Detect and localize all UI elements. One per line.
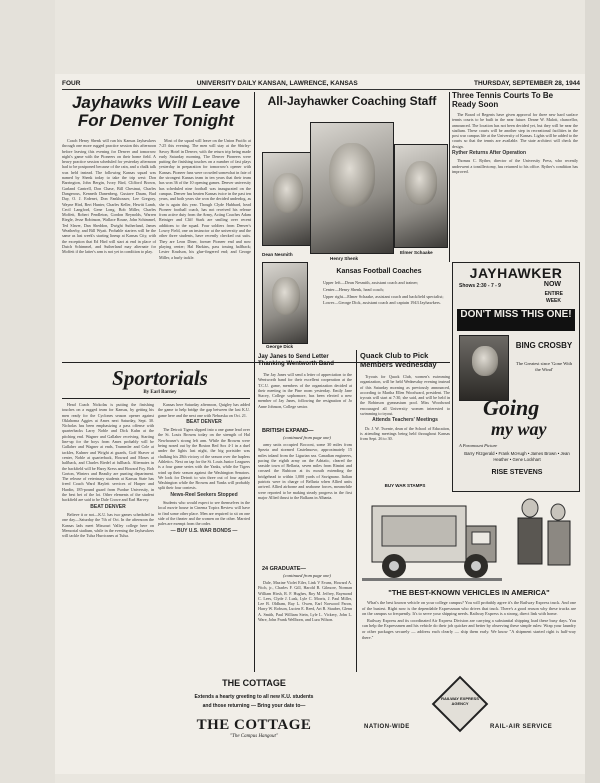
coaches-title: Kansas Football Coaches xyxy=(336,268,422,275)
sportorials-text-4: Students who would expect to see themselves in the local movie house in Cinema Topics Review will have to find some other place. Men are required to sit on one side of the theater and the women on the other. Married pales are exempt from the order. xyxy=(158,500,250,527)
movie-title-my-way: my way xyxy=(491,419,547,439)
masthead xyxy=(62,80,580,90)
british-body xyxy=(258,442,352,558)
railway-express-ad xyxy=(358,492,580,764)
caption-nesmith: Dean Nesmith xyxy=(262,252,293,257)
cast-list: Barry Fitzgerald • Frank McHugh • James Brown • Jean Heather • Gene Lockhart xyxy=(464,451,570,462)
caption-shenk: Henry Shenk xyxy=(330,256,359,261)
coach-photo-schaake xyxy=(394,144,448,248)
cottage-title: THE COTTAGE xyxy=(222,678,286,688)
quack-body xyxy=(360,374,450,482)
graduate-sub: (continued from page one) xyxy=(283,573,331,578)
dont-miss-banner: DON'T MISS THIS ONE! xyxy=(457,309,575,331)
railway-logo-text: RAILWAY EXPRESS AGENCY xyxy=(441,696,479,706)
coaching-headline: All-Jayhawker Coaching Staff xyxy=(267,94,437,108)
war-stamps-footer: BUY WAR STAMPS xyxy=(384,483,426,488)
now-label: NOW xyxy=(543,281,561,288)
teachers-text: Dr. J. W. Twente, dean of the School of Education, is attending meetings being held throughout Kansas from Sept. 26 to 30. xyxy=(360,425,450,442)
bing-crosby-photo xyxy=(459,335,509,401)
sportorials-headline: Sportorials xyxy=(112,366,208,390)
teachers-subhead: Attends Teachers' Meetings xyxy=(372,417,438,424)
graduate-body xyxy=(258,580,352,672)
british-sub: (continued from page one) xyxy=(283,435,331,440)
paper-name: UNIVERSITY DAILY KANSAN, LAWRENCE, KANSAS xyxy=(196,80,358,87)
cast-rise-stevens: RISE STEVENS xyxy=(491,469,543,476)
jayhawks-body-text: Coach Henry Shenk will run his Kansas Jayhawkers through one more rugged practice session this afternoon before leaving this evening for Denver and tomorrow night's game with the Pioneers on their home field. A heavy practice session scheduled for yesterday afternoon had to be postponed because of the rain, and a chalk talk was held instead. The following Kansas squad was named by Shenk today to take the trip west: Don Barrington, John Bergin, Ivory Bird, Clifford Brown, Garland Cantrell, Don Chase, Bill Chestnut, Charles Dangerous, Kenneth Danenberg, Gustave Daum, Bud Day, O. J. Erdenet, Don Fankhouser, Lee Gregory, Wayne Hird, Bert Hunter, Charles Keller, Hewitt Lamb, Cecil Langford, Gene Long, Bob Miller, Charles Moffett, Robert Pendleton, Gordon Reynolds, Warren Riegle, Jesse Robinson, Wallace Rouse, John Schimmel, Ted Slaver, Dan Sheddon, Dwight Sutherland, James Weatherby, and Bill Wyatt. Probable starters will be the same as last week's starting lineup at Kansas City, with the exception that Ed Hird will start at end in place of Dutch Schimmel, and Sutherland may alternate for Moffett if the latter's arm is not yet in condition to play. xyxy=(62,138,156,255)
graduate-headline: 24 GRADUATE— xyxy=(262,566,306,572)
sportorials-text-5: Believe it or not—K.U. has two games scheduled in one day—Saturday the 7th of Oct. In the afternoon the Kansas lads meet Missouri Valley college here on Memorial stadium, while in the evening the Jayhawkers will tackle the Tulsa Hurricanes at Tulsa. xyxy=(62,511,154,539)
railway-body xyxy=(362,600,576,672)
cottage-line2: and those returning — Bring your date to— xyxy=(202,703,306,709)
coach-photo-nesmith xyxy=(262,152,312,246)
ryther-subhead: Ryther Returns After Operation xyxy=(452,150,526,157)
graduate-text: Dale, Maxine Violet Eiler, Link V Evans, Howard A. Fitch, jr., Charles F. Gill, Harold B. Gilmore, Norman William Hirsh, R. F. Hughes, Roy M. Jeffrey, Raymond C. Lees, Clyde J. Lusk, Lyle C. Morris, J. Paul Miller, Lee B. Oldham, Ray L. Owen, Earl Norwood Paron, Harry W. Robson, Lucien E. Reed, Art B. Stauber, Glenn A. Smith, Paul William Stein, Lyle L. Vickery, John L. Ware, John Frank Wellborn, and Lura Wilson. xyxy=(258,580,352,623)
sportorials-col1 xyxy=(62,402,154,772)
send-letter-body xyxy=(258,372,352,426)
jayhawks-body xyxy=(62,138,156,360)
railway-headline: "THE BEST-KNOWN VEHICLES IN AMERICA" xyxy=(388,588,550,597)
page-outer-edge xyxy=(585,0,600,783)
coach-photo-shenk xyxy=(310,122,394,254)
send-letter-text: The Jay Janes will send a letter of appreciation to the Wentworth band for their excellent cooperation at the T.C.U. game, members of the organization decided at their meeting in the Pine room yesterday. Emily Jane Stacey, College sophomore, has been elected a new member of Jay Janes, following the resignation of Jo Anne Johnson, College senior. xyxy=(258,372,352,409)
column-rule xyxy=(356,350,357,672)
quack-headline: Quack Club to Pick Members Wednesday xyxy=(360,351,437,369)
column-rule xyxy=(254,350,255,672)
cottage-slogan: "The Campus Hangout" xyxy=(229,734,279,739)
star-name: BING CROSBY xyxy=(515,341,573,350)
railway-text: What's the best known vehicle on your college campus? You will probably agree it's the Railway Express truck. And one of the busiest. Right now is the dependable Expressman who drives that truck. There's a good reason why these trucks are on the campus so frequently. It's to serve your shipping needs. Railway Express is a strong, direct link with home. xyxy=(362,600,576,617)
column-rule xyxy=(254,92,255,362)
tennis-headline: Three Tennis Courts To Be Ready Soon xyxy=(452,91,554,109)
british-headline: BRITISH EXPAND— xyxy=(262,428,314,434)
jayhawker-ad xyxy=(452,262,580,492)
beat-denver-subhead: BEAT DENVER xyxy=(90,503,126,510)
beat-denver-subhead-2: BEAT DENVER xyxy=(186,418,222,425)
send-letter-headline: Jay Janes to Send Letter Thanking Wentworth Band xyxy=(258,354,334,367)
coach-line: Center—Henry Shenk, head coach; xyxy=(323,286,384,292)
issue-date: THURSDAY, SEPTEMBER 28, 1944 xyxy=(474,80,580,87)
coach-line: Upper right—Elmer Schaake, assistant coach and backfield specialist; xyxy=(323,293,444,299)
jayhawks-headline: Jayhawks Will Leave For Denver Tonight xyxy=(71,93,241,130)
page-number: FOUR xyxy=(62,80,81,87)
quack-text: Tryouts for Quack Club, women's swimming organization, will be held Wednesday evening instead of this Saturday morning as previously announced, according to Martha Ellen Woodward, president. The tryouts will start at 7:30, she said, and will be held in the Robinson gymnasium pool. Miss Woodward encouraged all University women interested to swimming to tryout. xyxy=(360,374,450,417)
coaches-lines xyxy=(318,280,446,346)
caption-dick: George Dick xyxy=(266,344,294,349)
studio: A Paramount Picture xyxy=(459,443,498,448)
ryther-text: Thomas C. Ryther, director of the University Press, who recently underwent a tonsillectomy, has returned to his office. Ryther's condition has improved. xyxy=(452,158,578,174)
coach-photo-dick xyxy=(262,262,308,344)
railway-footer-left: NATION-WIDE xyxy=(364,724,410,730)
sportorials-text: Head Coach Nickolas is putting the finishing touches on a rugged team for Kansas, by getting his men ready for the Cyclones season opener against Oklahoma Aggies at Ames next Saturday, Sept. 30. Nicholas has been emphasizing a pass offense with quarterbacks Larry Noble and Dick Kuhn at the pitching end. Wagner and Gallaher receiving. Starting line-up for the boys from Ames probably will be Gallaher and Wagner at ends, Trummler and Cole at tackles, Kuhner and Wright at guards, Goff Shaver at center, Noble at quarterback, Howard and Moses at halfback, and Charles Riedel at fullback. Alternates in the backfield will be Harry Kress and Howard Foy. Bob Gorton, Winters and Beaulty are punting department. The release of veterinary students at Kansas State has freed Coach Ward Haylett services of Harper and Hardin, 185-pound guard from Purdue University, in the best bet of the lot. Other elements of the student backfield are said to be Dale Crowe and Earl Harvey. xyxy=(62,402,154,503)
theatre-name: JAYHAWKER xyxy=(469,265,563,281)
week-label: WEEK xyxy=(546,298,561,304)
show-times: Shows 2:30 - 7 - 9 xyxy=(459,283,501,289)
sportorials-byline: By Earl Barney xyxy=(143,390,177,395)
coach-line: Lower—George Dick, assistant coach and captain 1943 Jayhawkers. xyxy=(323,300,441,306)
sportorials-text-3: The Detroit Tigers slipped into a one game lead over the St. Louis Browns today on the strength of Hal Newhouser's strong left arm. While the Browns were being nosed out by the Boston Red Sox 4-1 in a duel under the lights last night, the big portsider was chalking his 28th victory of the season over the hapless Athletics. Next on tap for the St. Louis Junior Leaguers is a four game series with the Yanks, while the Tigers wind up their season against the Washington Senators. We look for Detroit to win three out of four against Washington while the Browns and Yanks will probably split their four contests. xyxy=(158,427,250,491)
page-binding-edge xyxy=(0,0,55,783)
sportorials-text-2: Kansas here Saturday afternoon, Quigley has added the game to help bridge the gap between the last K.U. game here and the next one with Nebraska on Oct. 21. xyxy=(158,402,250,418)
coach-line: Upper left—Dean Nesmith, assistant coach and trainer; xyxy=(323,280,419,285)
student-figures-illustration xyxy=(504,492,580,584)
sportorials-col2 xyxy=(158,402,250,672)
cottage-line1: Extends a hearty greeting to all new K.U. students xyxy=(194,694,314,700)
movie-title-going: Going xyxy=(483,395,540,420)
cottage-logo: THE COTTAGE xyxy=(196,717,312,733)
cottage-ad xyxy=(152,676,356,770)
railway-text-2: Railway Express and its coordinated Air Express Division are carrying a substantial shipping load these busy days. You can help the Expressmen and his vehicle do their job quicker and better by observing these simple rules: Wrap your laundry or other packages securely — address each clearly — ship them early. We know "A shipment started right is half-way there." xyxy=(362,617,576,640)
entire-label: ENTIRE xyxy=(544,291,563,297)
byline-rule xyxy=(62,398,250,399)
war-bonds-footer: — BUY U.S. WAR BONDS — xyxy=(170,527,238,534)
tennis-text: The Board of Regents have given approval for three new hard surface tennis courts to be built in the near future. Deane W. Malott, chancellor, announced. The location has not been decided yet, but they will be near the stadium. These courts will be another step in recreational facilities in the post war campus life at the University of Kansas. Lights will be added to the courts so that the tennis are available. The state architect will check the design. xyxy=(452,112,578,149)
news-reel-subhead: News-Reel Seekers Stopped xyxy=(170,491,238,498)
express-truck-illustration xyxy=(362,492,502,584)
jayhawks-body2-text: Most of the squad will leave on the Union Pacific at 7:25 this evening. The men will stay at the Shirley-Savoy Hotel in Denver, with the return trip being made early Saturday morning. The Denver Pioneers were putting the finishing touches on a number of fast plays yesterday in preparation for tomorrow's opener with Kansas. Pioneer fans were crowded somewhat in fate of the strongest Kansas team in ten years that their team has won 36 of the 10 opening games. Denver university has scheduled nine football was inaugurated on the campus. Denver has beaten Kansas twice in the past ten years, and both years she won the decided underdog, as she is again this year. Though Clyde Hubbard, head Pioneer football coach, has not received his release from active duty from the Army, Acting Coaches Adam Reiniger and Cliff Stark are smiling over recent additions to the squad. Four soldiers from Denver's Lowry Field, one an instructor at the university and the other three students, have recently checked out suits. They are Leon Diner, former Pioneer end and now playing center; Hal Harkins, pass tossing halfback; Lester Krudson, his glue-fingered end; and George Miller, a burly tackle. xyxy=(159,138,251,260)
column-rule xyxy=(449,92,450,262)
railway-footer-right: RAIL-AIR SERVICE xyxy=(490,724,553,730)
caption-schaake: Elmer Schaake xyxy=(400,250,433,255)
tagline: The Greatest since 'Gone With the Wind' xyxy=(515,361,573,372)
british-text: army units occupied Bocconi, some 30 miles from Spezia and stormed Castelnuovo, approximately 15 miles inland from the Ligurian sea. Canadian engineers, pacing the eighth army on the Adriatic, cleared the seaside town of Bellaria, seven miles from Rimini and crossed the Rubicon at its mouth extending the bridgehead to within 1,000 yards of Savignano. Italian patriots were in charge of Bellaria when Allied units arrived. Allied airborne and seaborne forces, meanwhile were reported to be making steady progress in the first major Allied thrust to the Balkans in Albania. xyxy=(258,442,352,500)
jayhawks-body-continued xyxy=(159,138,251,360)
tennis-body xyxy=(452,112,578,262)
